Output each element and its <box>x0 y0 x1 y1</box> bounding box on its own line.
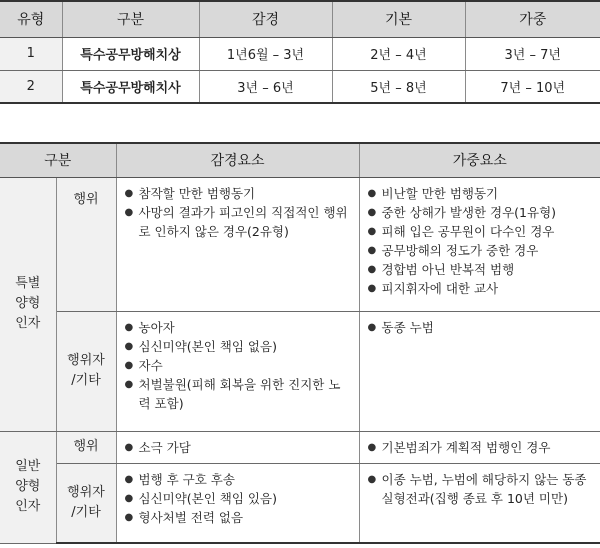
factor-item: ● 참작할 만한 범행동기 <box>125 184 351 203</box>
row-type: 2 <box>0 70 62 103</box>
row-type: 1 <box>0 37 62 70</box>
general-act-row <box>0 431 600 463</box>
row-basic: 2년 – 4년 <box>332 37 465 70</box>
special-act-aggravating <box>359 177 600 311</box>
row-aggravated: 7년 – 10년 <box>465 70 600 103</box>
header-division: 구분 <box>0 143 116 177</box>
header-aggravated: 가중 <box>465 1 600 37</box>
header-aggravating: 가중요소 <box>359 143 600 177</box>
factor-item: ● 기본범죄가 계획적 범행인 경우 <box>368 438 593 457</box>
special-act-mitigating <box>116 177 359 311</box>
header-category: 구분 <box>62 1 199 37</box>
factors-table-header <box>0 143 600 177</box>
factor-item: ● 소극 가담 <box>125 438 351 457</box>
row-aggravated: 3년 – 7년 <box>465 37 600 70</box>
factor-item: ● 동종 누범 <box>368 318 593 337</box>
sentencing-factors-table <box>0 142 600 544</box>
special-actor-mitigating <box>116 311 359 431</box>
factor-item: ● 형사처벌 전력 없음 <box>125 508 351 527</box>
factor-item: ● 경합범 아닌 반복적 범행 <box>368 260 593 279</box>
special-actor-row <box>0 311 600 431</box>
factor-item: ● 피지휘자에 대한 교사 <box>368 279 593 298</box>
act-label: 행위 <box>56 177 116 311</box>
special-act-row <box>0 177 600 311</box>
row-category: 특수공무방해치사 <box>62 70 199 103</box>
factor-item: ● 처벌불원(피해 회복을 위한 진지한 노력 포함) <box>125 375 351 413</box>
range-table-header <box>0 1 600 37</box>
header-basic: 기본 <box>332 1 465 37</box>
factor-item: ● 공무방해의 정도가 중한 경우 <box>368 241 593 260</box>
general-act-aggravating <box>359 431 600 463</box>
factor-item: ● 자수 <box>125 356 351 375</box>
factor-item: ● 이종 누범, 누범에 해당하지 않는 동종 실형전과(집행 종료 후 10년 미만) <box>368 470 593 508</box>
general-act-mitigating <box>116 431 359 463</box>
header-type: 유형 <box>0 1 62 37</box>
range-row-2 <box>0 70 600 103</box>
row-basic: 5년 – 8년 <box>332 70 465 103</box>
range-row-1 <box>0 37 600 70</box>
general-actor-row <box>0 463 600 543</box>
special-actor-aggravating <box>359 311 600 431</box>
actor-label: 행위자 /기타 <box>56 311 116 431</box>
act-label: 행위 <box>56 431 116 463</box>
factor-item: ● 사망의 결과가 피고인의 직접적인 행위로 인하지 않은 경우(2유형) <box>125 203 351 241</box>
factor-item: ● 심신미약(본인 책임 있음) <box>125 489 351 508</box>
actor-label: 행위자 /기타 <box>56 463 116 543</box>
factor-item: ● 범행 후 구호 후송 <box>125 470 351 489</box>
factor-item: ● 심신미약(본인 책임 없음) <box>125 337 351 356</box>
factor-item: ● 중한 상해가 발생한 경우(1유형) <box>368 203 593 222</box>
general-actor-aggravating <box>359 463 600 543</box>
header-mitigating: 감경요소 <box>116 143 359 177</box>
factor-item: ● 농아자 <box>125 318 351 337</box>
special-factors-label: 특별 양형 인자 <box>0 177 56 431</box>
row-reduced: 3년 – 6년 <box>199 70 332 103</box>
general-actor-mitigating <box>116 463 359 543</box>
factor-item: ● 피해 입은 공무원이 다수인 경우 <box>368 222 593 241</box>
general-factors-label: 일반 양형 인자 <box>0 431 56 543</box>
header-reduced: 감경 <box>199 1 332 37</box>
sentencing-range-table <box>0 0 600 104</box>
factor-item: ● 비난할 만한 범행동기 <box>368 184 593 203</box>
row-reduced: 1년6월 – 3년 <box>199 37 332 70</box>
row-category: 특수공무방해치상 <box>62 37 199 70</box>
